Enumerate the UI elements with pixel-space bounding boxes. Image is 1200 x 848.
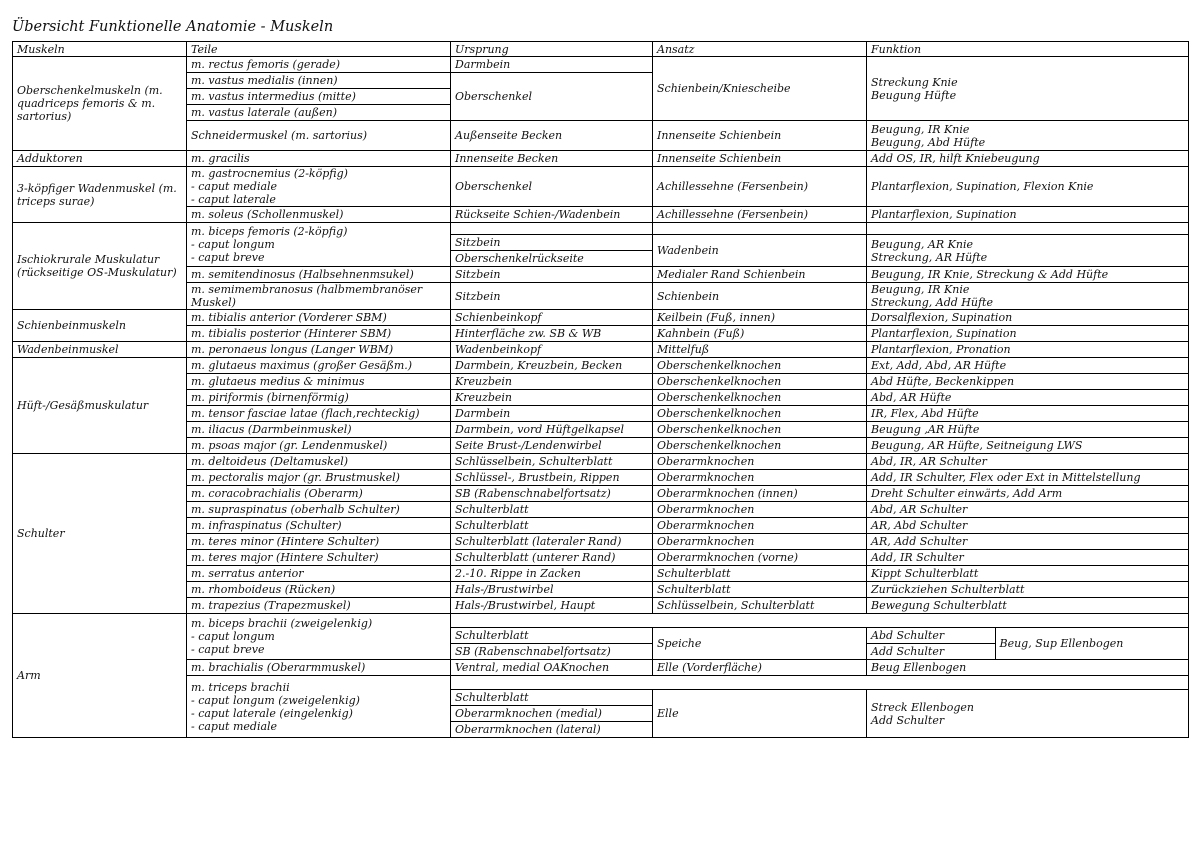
funktion-cell: Beugung, IR Knie, Streckung & Add Hüfte [867,267,1189,283]
teil-cell: m. coracobrachialis (Oberarm) [187,486,451,502]
teil-cell: m. tibialis posterior (Hinterer SBM) [187,326,451,342]
table-row [13,167,1189,207]
table-row [13,566,1189,582]
ursprung-cell: Seite Brust-/Lendenwirbel [451,438,653,454]
funktion-cell: Abd Hüfte, Beckenkippen [867,374,1189,390]
funktion-cell: Add OS, IR, hilft Kniebeugung [867,151,1189,167]
funktion-cell: AR, Add Schulter [867,534,1189,550]
teil-line: - caput mediale [191,719,278,733]
funktion-cell [867,283,1189,310]
teil-line: - caput longum (zweigelenkig) [191,693,360,707]
teil-line: - caput breve [191,643,265,656]
table-row [13,470,1189,486]
table-row [13,326,1189,342]
group-huefte: Hüft-/Gesäßmuskulatur [13,358,187,454]
funktion-subtable [867,628,1188,659]
ansatz-cell: Oberarmknochen (innen) [653,486,867,502]
funktion-cell: Beug Ellenbogen [867,660,1189,676]
table-row [13,121,1189,151]
group-adduktoren: Adduktoren [13,151,187,167]
ursprung-cell: Darmbein [451,406,653,422]
table-row [13,342,1189,358]
teil-cell [187,676,451,738]
teil-cell: m. peronaeus longus (Langer WBM) [187,342,451,358]
ansatz-cell: Oberarmknochen [653,502,867,518]
table-row [13,358,1189,374]
empty-cell [867,223,1189,235]
teil-line: - caput longum [191,238,275,251]
teil-cell: m. supraspinatus (oberhalb Schulter) [187,502,451,518]
muscle-table [12,41,1189,738]
ursprung-cell: 2.-10. Rippe in Zacken [451,566,653,582]
ursprung-cell: Hals-/Brustwirbel [451,582,653,598]
teil-line: - caput longum [191,630,275,643]
ansatz-cell: Innenseite Schienbein [653,121,867,151]
teil-line: Muskel) [191,296,236,309]
ursprung-cell: Schulterblatt [451,690,653,706]
table-row [13,422,1189,438]
table-row [13,660,1189,676]
table-row [13,406,1189,422]
table-row [13,550,1189,566]
ursprung-cell: Darmbein, vord Hüftgelkapsel [451,422,653,438]
teil-cell: m. serratus anterior [187,566,451,582]
teil-cell: m. teres major (Hintere Schulter) [187,550,451,566]
funktion-cell: Ext, Add, Abd, AR Hüfte [867,358,1189,374]
ansatz-cell: Oberarmknochen [653,470,867,486]
header-muskeln: Muskeln [13,42,187,57]
teil-cell: m. vastus medialis (innen) [187,73,451,89]
funktion-line: Abd Schulter [867,628,995,644]
funktion-line: Beugung, AR Knie [871,237,973,251]
ursprung-cell: Schulterblatt [451,518,653,534]
teil-cell: m. iliacus (Darmbeinmuskel) [187,422,451,438]
header-funktion: Funktion [867,42,1189,57]
empty-cell [451,223,653,235]
funktion-cell: Plantarflexion, Supination [867,207,1189,223]
ansatz-cell: Keilbein (Fuß, innen) [653,310,867,326]
funktion-line: Add Schulter [867,644,995,660]
ansatz-cell: Oberschenkelknochen [653,390,867,406]
ursprung-cell: Rückseite Schien-/Wadenbein [451,207,653,223]
ursprung-cell: Oberarmknochen (lateral) [451,722,653,738]
ansatz-cell: Oberschenkelknochen [653,358,867,374]
ursprung-cell: Oberschenkel [451,73,653,121]
teil-cell: m. tibialis anterior (Vorderer SBM) [187,310,451,326]
funktion-cell: Plantarflexion, Supination [867,326,1189,342]
ansatz-cell: Schlüsselbein, Schulterblatt [653,598,867,614]
ursprung-cell: Schulterblatt (unterer Rand) [451,550,653,566]
ursprung-cell: Innenseite Becken [451,151,653,167]
teil-cell: m. gracilis [187,151,451,167]
ursprung-cell: Darmbein [451,57,653,73]
teil-cell: m. vastus laterale (außen) [187,105,451,121]
teil-cell: m. piriformis (birnenförmig) [187,390,451,406]
ursprung-cell: Oberschenkelrückseite [451,251,653,267]
teil-cell [187,614,451,660]
group-ischio: Ischiokrurale Muskulatur (rückseitige OS-Muskulatur) [13,223,187,310]
ansatz-cell: Innenseite Schienbein [653,151,867,167]
table-row [13,438,1189,454]
ursprung-cell: Wadenbeinkopf [451,342,653,358]
table-row [13,676,1189,690]
teil-cell: m. semitendinosus (Halbsehnenmsukel) [187,267,451,283]
ansatz-cell: Schienbein/Kniescheibe [653,57,867,121]
teil-cell: m. soleus (Schollenmuskel) [187,207,451,223]
ursprung-cell: Oberschenkel [451,167,653,207]
ansatz-cell: Oberschenkelknochen [653,422,867,438]
teil-line: - caput breve [191,251,265,264]
ursprung-cell: Sitzbein [451,267,653,283]
table-row [13,518,1189,534]
ansatz-cell: Medialer Rand Schienbein [653,267,867,283]
empty-cell [653,223,867,235]
ansatz-cell: Elle (Vorderfläche) [653,660,867,676]
ursprung-cell: Außenseite Becken [451,121,653,151]
group-schulter: Schulter [13,454,187,614]
header-teile: Teile [187,42,451,57]
ursprung-cell: SB (Rabenschnabelfortsatz) [451,486,653,502]
header-ursprung: Ursprung [451,42,653,57]
table-row [13,374,1189,390]
table-row [13,582,1189,598]
ursprung-cell: Darmbein, Kreuzbein, Becken [451,358,653,374]
funktion-line: Beugung Hüfte [871,88,957,102]
empty-cell [451,614,1189,628]
teil-cell [187,167,451,207]
table-row [13,207,1189,223]
funktion-cell: Abd, IR, AR Schulter [867,454,1189,470]
ursprung-cell: Schulterblatt (lateraler Rand) [451,534,653,550]
ansatz-cell: Speiche [653,628,867,660]
teil-line: m. biceps femoris (2-köpfig) [191,225,348,238]
table-row [13,598,1189,614]
teil-cell [187,223,451,267]
funktion-line: Beugung, Abd Hüfte [871,135,986,149]
funktion-cell: Kippt Schulterblatt [867,566,1189,582]
funktion-cell [867,628,1189,660]
ursprung-cell: Ventral, medial OAKnochen [451,660,653,676]
empty-cell [451,676,1189,690]
ansatz-cell: Schienbein [653,283,867,310]
funktion-cell [867,57,1189,121]
funktion-cell [867,690,1189,738]
ansatz-cell: Wadenbein [653,235,867,267]
ursprung-cell: Schulterblatt [451,628,653,644]
ansatz-cell: Elle [653,690,867,738]
ansatz-cell: Oberschenkelknochen [653,406,867,422]
funktion-line: Streckung, Add Hüfte [871,296,993,309]
funktion-cell [867,121,1189,151]
ursprung-cell: Sitzbein [451,283,653,310]
table-row [13,267,1189,283]
teil-cell: m. pectoralis major (gr. Brustmuskel) [187,470,451,486]
funktion-cell: Add, IR Schulter [867,550,1189,566]
group-arm: Arm [13,614,187,738]
table-row [13,223,1189,235]
teil-cell: m. rhomboideus (Rücken) [187,582,451,598]
ansatz-cell: Mittelfuß [653,342,867,358]
funktion-cell: Dorsalflexion, Supination [867,310,1189,326]
header-ansatz: Ansatz [653,42,867,57]
funktion-line: Streckung, AR Hüfte [871,250,988,264]
funktion-cell: Plantarflexion, Pronation [867,342,1189,358]
teil-cell: Schneidermuskel (m. sartorius) [187,121,451,151]
teil-cell: m. deltoideus (Deltamuskel) [187,454,451,470]
funktion-cell: IR, Flex, Abd Hüfte [867,406,1189,422]
teil-cell: m. infraspinatus (Schulter) [187,518,451,534]
teil-line: m. semimembranosus (halbmembranöser [191,283,423,296]
funktion-cell: Plantarflexion, Supination, Flexion Knie [867,167,1189,207]
table-row [13,390,1189,406]
teil-cell: m. tensor fasciae latae (flach,rechteckig) [187,406,451,422]
ansatz-cell: Achillessehne (Fersenbein) [653,167,867,207]
teil-line: m. gastrocnemius (2-köpfig) [191,167,348,180]
ansatz-cell: Achillessehne (Fersenbein) [653,207,867,223]
group-wadenbein: Wadenbeinmuskel [13,342,187,358]
table-row [13,151,1189,167]
table-row [13,57,1189,73]
ursprung-cell: Schlüssel-, Brustbein, Rippen [451,470,653,486]
teil-cell: m. glutaeus maximus (großer Gesäßm.) [187,358,451,374]
teil-cell: m. teres minor (Hintere Schulter) [187,534,451,550]
teil-line: - caput laterale (eingelenkig) [191,706,353,720]
table-row [13,486,1189,502]
funktion-cell: Add, IR Schulter, Flex oder Ext in Mittelstellung [867,470,1189,486]
ursprung-cell: Kreuzbein [451,374,653,390]
table-row [13,454,1189,470]
table-row [13,534,1189,550]
table-row [13,614,1189,628]
ansatz-cell: Schulterblatt [653,582,867,598]
funktion-line: Streckung Knie [871,75,958,89]
funktion-cell [867,235,1189,267]
funktion-cell: Beugung ,AR Hüfte [867,422,1189,438]
ursprung-cell: Hals-/Brustwirbel, Haupt [451,598,653,614]
page-title: Übersicht Funktionelle Anatomie - Muskeln [12,19,334,35]
ansatz-cell: Schulterblatt [653,566,867,582]
teil-line: - caput laterale [191,193,276,206]
ursprung-cell: SB (Rabenschnabelfortsatz) [451,644,653,660]
funktion-cell: Abd, AR Schulter [867,502,1189,518]
ursprung-cell: Schlüsselbein, Schulterblatt [451,454,653,470]
ansatz-cell: Oberarmknochen [653,454,867,470]
teil-line: m. biceps brachii (zweigelenkig) [191,617,373,630]
ursprung-cell: Hinterfläche zw. SB & WB [451,326,653,342]
table-row [13,310,1189,326]
funktion-cell: Abd, AR Hüfte [867,390,1189,406]
teil-cell: m. glutaeus medius & minimus [187,374,451,390]
teil-cell [187,283,451,310]
teil-line: m. triceps brachii [191,680,290,694]
funktion-line: Beugung, IR Knie [871,122,970,136]
ursprung-cell: Sitzbein [451,235,653,251]
teil-cell: m. rectus femoris (gerade) [187,57,451,73]
funktion-line: Add Schulter [871,713,945,727]
ansatz-cell: Oberarmknochen (vorne) [653,550,867,566]
teil-line: - caput mediale [191,180,278,193]
ansatz-cell: Oberschenkelknochen [653,438,867,454]
funktion-cell: Dreht Schulter einwärts, Add Arm [867,486,1189,502]
ursprung-cell: Schienbeinkopf [451,310,653,326]
ursprung-cell: Kreuzbein [451,390,653,406]
funktion-cell: AR, Abd Schulter [867,518,1189,534]
funktion-shared: Beug, Sup Ellenbogen [995,628,1188,659]
ansatz-cell: Kahnbein (Fuß) [653,326,867,342]
table-row [13,502,1189,518]
funktion-cell: Zurückziehen Schulterblatt [867,582,1189,598]
ursprung-cell: Schulterblatt [451,502,653,518]
group-oberschenkel: Oberschenkelmuskeln (m. quadriceps femoris & m. sartorius) [13,57,187,151]
ansatz-cell: Oberschenkelknochen [653,374,867,390]
table-header-row [13,42,1189,57]
group-schienbein: Schienbeinmuskeln [13,310,187,342]
funktion-cell: Beugung, AR Hüfte, Seitneigung LWS [867,438,1189,454]
group-wade: 3-köpfiger Wadenmuskel (m. triceps surae) [13,167,187,223]
funktion-line: Streck Ellenbogen [871,700,975,714]
ursprung-cell: Oberarmknochen (medial) [451,706,653,722]
funktion-cell: Bewegung Schulterblatt [867,598,1189,614]
ansatz-cell: Oberarmknochen [653,534,867,550]
teil-cell: m. trapezius (Trapezmuskel) [187,598,451,614]
ansatz-cell: Oberarmknochen [653,518,867,534]
teil-cell: m. brachialis (Oberarmmuskel) [187,660,451,676]
teil-cell: m. vastus intermedius (mitte) [187,89,451,105]
teil-cell: m. psoas major (gr. Lendenmuskel) [187,438,451,454]
funktion-line: Beugung, IR Knie [871,283,970,296]
